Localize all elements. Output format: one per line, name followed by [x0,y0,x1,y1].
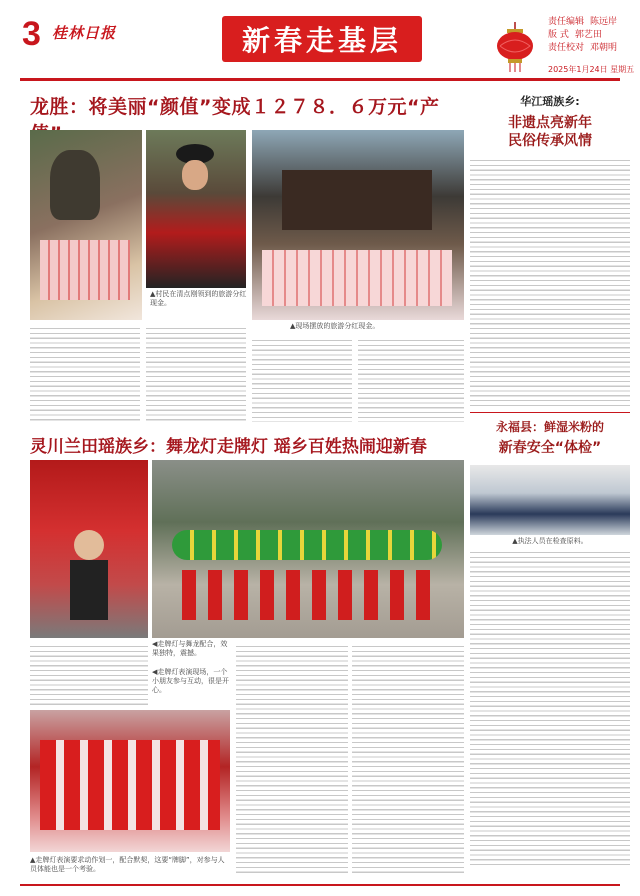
caption-dragon-dance: ◀走牌灯表演现场，一个小朋友参与互动，很是开心。 [152,668,229,694]
newspaper-name: 桂林日报 [52,24,117,42]
lion-article-title: 灵川兰田瑶族乡：舞龙灯走牌灯 瑶乡百姓热闹迎新春 [30,437,427,457]
sidebar-bottom-title: 新春安全“体检” [498,440,602,456]
section-title: 新春走基层 [222,16,422,62]
main-article-body-col3 [252,338,352,422]
sidebar-top-kicker: 华江瑶族乡: [520,95,580,108]
photo-inspection [470,465,630,535]
header-divider [20,78,620,81]
caption-cash-scene: ▲现场摆放的旅游分红现金。 [290,322,380,330]
photo-lantern-boy [30,460,148,638]
lion-article-body-col3 [352,644,464,874]
main-article-body-col4 [358,338,464,422]
sidebar-divider [470,412,630,413]
photo-drum-performance [30,710,230,852]
sidebar-bottom-body [470,550,630,868]
sidebar-top-title-1: 非遗点亮新年 [508,115,592,131]
caption-elder-woman: ▲村民在清点刚领到的旅游分红现金。 [150,290,247,307]
photo-elder-woman [146,130,246,288]
lion-article-body-col2 [236,644,348,874]
main-article-title: 龙胜：将美丽“颜值”变成１２７８．６万元“产 [30,96,440,118]
page-header [0,0,640,72]
main-article-body-col2 [146,326,246,422]
sidebar-top-title-2: 民俗传承风情 [508,133,592,149]
photo-cash-distribution [30,130,142,320]
issue-date: 2025年1月24日 星期五 [548,65,635,74]
editor-credits: 责任编辑 陈远岸 版 式 郭艺田 责任校对 邓朝明 [548,17,618,53]
caption-drum-performance: ▲走牌灯表演要求动作划一，配合默契，这要“牌脚”，对参与人员体能也是一个考验。 [30,856,225,873]
caption-lantern-boy: ◀走牌灯与舞龙配合，效果独特，震撼。 [152,640,228,657]
right-sidebar [470,82,630,882]
sidebar-bottom-kicker: 永福县：鲜湿米粉的 [495,420,604,434]
page-number: 3 [22,15,41,53]
caption-inspection: ▲执法人员在检查原料。 [512,537,588,545]
lion-article-body-col1 [30,644,148,706]
main-article-body-col1 [30,326,140,422]
lantern-icon [492,22,538,72]
sidebar-top-body [470,158,630,406]
photo-dragon-dance [152,460,464,638]
footer-divider [20,884,620,886]
photo-cash-scene [252,130,464,320]
